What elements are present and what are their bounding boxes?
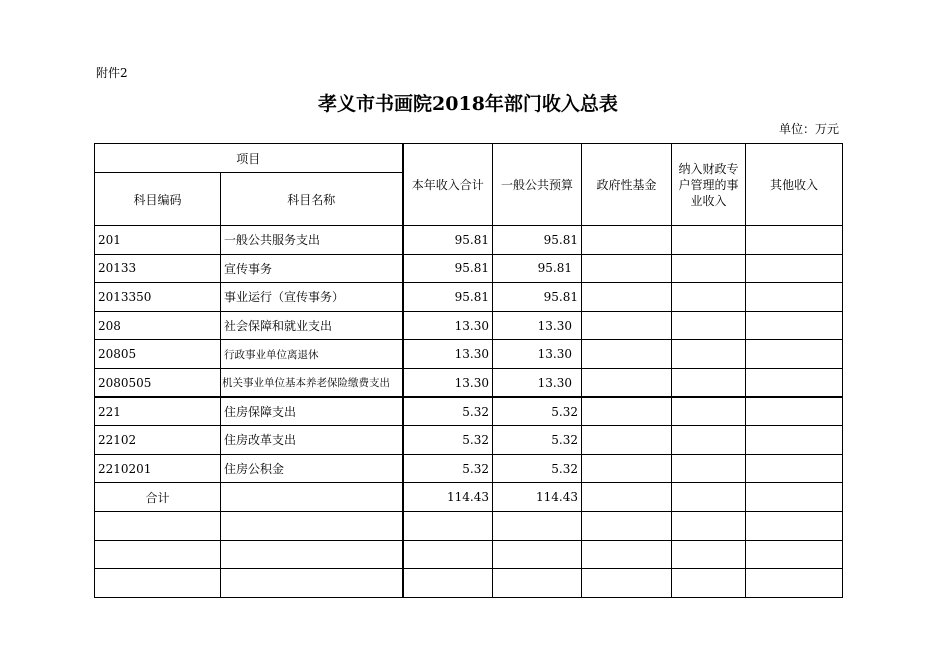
row-special <box>672 254 746 283</box>
row-general: 95.81 <box>493 226 582 255</box>
row-total: 5.32 <box>403 397 493 426</box>
row-total: 95.81 <box>403 226 493 255</box>
row-name: 事业运行（宣传事务） <box>221 283 403 312</box>
sum-name <box>221 483 403 512</box>
row-fund <box>582 226 672 255</box>
row-total: 95.81 <box>403 283 493 312</box>
row-fund <box>582 454 672 483</box>
row-fund <box>582 340 672 369</box>
header-total: 本年收入合计 <box>403 144 493 226</box>
header-code: 科目编码 <box>95 173 221 226</box>
header-row-1 <box>95 144 843 173</box>
row-total: 5.32 <box>403 454 493 483</box>
header-government-fund: 政府性基金 <box>582 144 672 226</box>
row-special <box>672 226 746 255</box>
row-code: 201 <box>95 226 221 255</box>
row-code: 20133 <box>95 254 221 283</box>
row-code: 20805 <box>95 340 221 369</box>
row-other <box>746 311 843 340</box>
row-name: 一般公共服务支出 <box>221 226 403 255</box>
table-row <box>95 254 843 283</box>
row-name: 行政事业单位离退休 <box>221 340 403 369</box>
row-name: 社会保障和就业支出 <box>221 311 403 340</box>
table-row <box>95 397 843 426</box>
row-code: 2080505 <box>95 368 221 397</box>
sum-other <box>746 483 843 512</box>
empty-row <box>95 511 843 540</box>
row-special <box>672 426 746 455</box>
sum-general: 114.43 <box>493 483 582 512</box>
empty-row <box>95 569 843 598</box>
sum-label: 合计 <box>95 483 221 512</box>
empty-row <box>95 540 843 569</box>
row-special <box>672 283 746 312</box>
row-other <box>746 397 843 426</box>
row-other <box>746 340 843 369</box>
row-general: 5.32 <box>493 397 582 426</box>
attachment-label: 附件2 <box>96 66 128 80</box>
row-code: 208 <box>95 311 221 340</box>
row-code: 22102 <box>95 426 221 455</box>
header-special-account: 纳入财政专户管理的事业收入 <box>672 144 746 226</box>
sum-fund <box>582 483 672 512</box>
row-name: 住房改革支出 <box>221 426 403 455</box>
row-total: 13.30 <box>403 311 493 340</box>
table-row <box>95 311 843 340</box>
sum-total: 114.43 <box>403 483 493 512</box>
row-fund <box>582 311 672 340</box>
row-name: 住房公积金 <box>221 454 403 483</box>
row-special <box>672 311 746 340</box>
row-other <box>746 454 843 483</box>
row-general: 5.32 <box>493 426 582 455</box>
row-other <box>746 226 843 255</box>
header-general-budget: 一般公共预算 <box>493 144 582 226</box>
row-code: 2013350 <box>95 283 221 312</box>
row-total: 13.30 <box>403 340 493 369</box>
table-row <box>95 454 843 483</box>
revenue-table <box>94 143 843 598</box>
row-code: 221 <box>95 397 221 426</box>
header-name: 科目名称 <box>221 173 403 226</box>
row-fund <box>582 397 672 426</box>
table-row <box>95 226 843 255</box>
row-other <box>746 254 843 283</box>
row-general: 13.30 <box>493 340 582 369</box>
row-other <box>746 426 843 455</box>
row-fund <box>582 426 672 455</box>
row-name: 机关事业单位基本养老保险缴费支出 <box>221 368 403 397</box>
unit-label: 单位：万元 <box>778 122 839 136</box>
page-title: 孝义市书画院2018年部门收入总表 <box>318 93 618 115</box>
row-other <box>746 283 843 312</box>
row-special <box>672 397 746 426</box>
row-name: 住房保障支出 <box>221 397 403 426</box>
row-fund <box>582 283 672 312</box>
row-general: 5.32 <box>493 454 582 483</box>
row-special <box>672 368 746 397</box>
row-general: 13.30 <box>493 368 582 397</box>
sum-row <box>95 483 843 512</box>
row-total: 5.32 <box>403 426 493 455</box>
row-general: 13.30 <box>493 311 582 340</box>
table-row <box>95 426 843 455</box>
row-code: 2210201 <box>95 454 221 483</box>
row-fund <box>582 254 672 283</box>
table-row <box>95 368 843 397</box>
row-special <box>672 340 746 369</box>
row-total: 13.30 <box>403 368 493 397</box>
table-row <box>95 340 843 369</box>
table-row <box>95 283 843 312</box>
row-name: 宣传事务 <box>221 254 403 283</box>
header-other-income: 其他收入 <box>746 144 843 226</box>
row-fund <box>582 368 672 397</box>
sum-special <box>672 483 746 512</box>
header-project: 项目 <box>95 144 403 173</box>
row-total: 95.81 <box>403 254 493 283</box>
row-special <box>672 454 746 483</box>
row-general: 95.81 <box>493 254 582 283</box>
row-other <box>746 368 843 397</box>
row-general: 95.81 <box>493 283 582 312</box>
